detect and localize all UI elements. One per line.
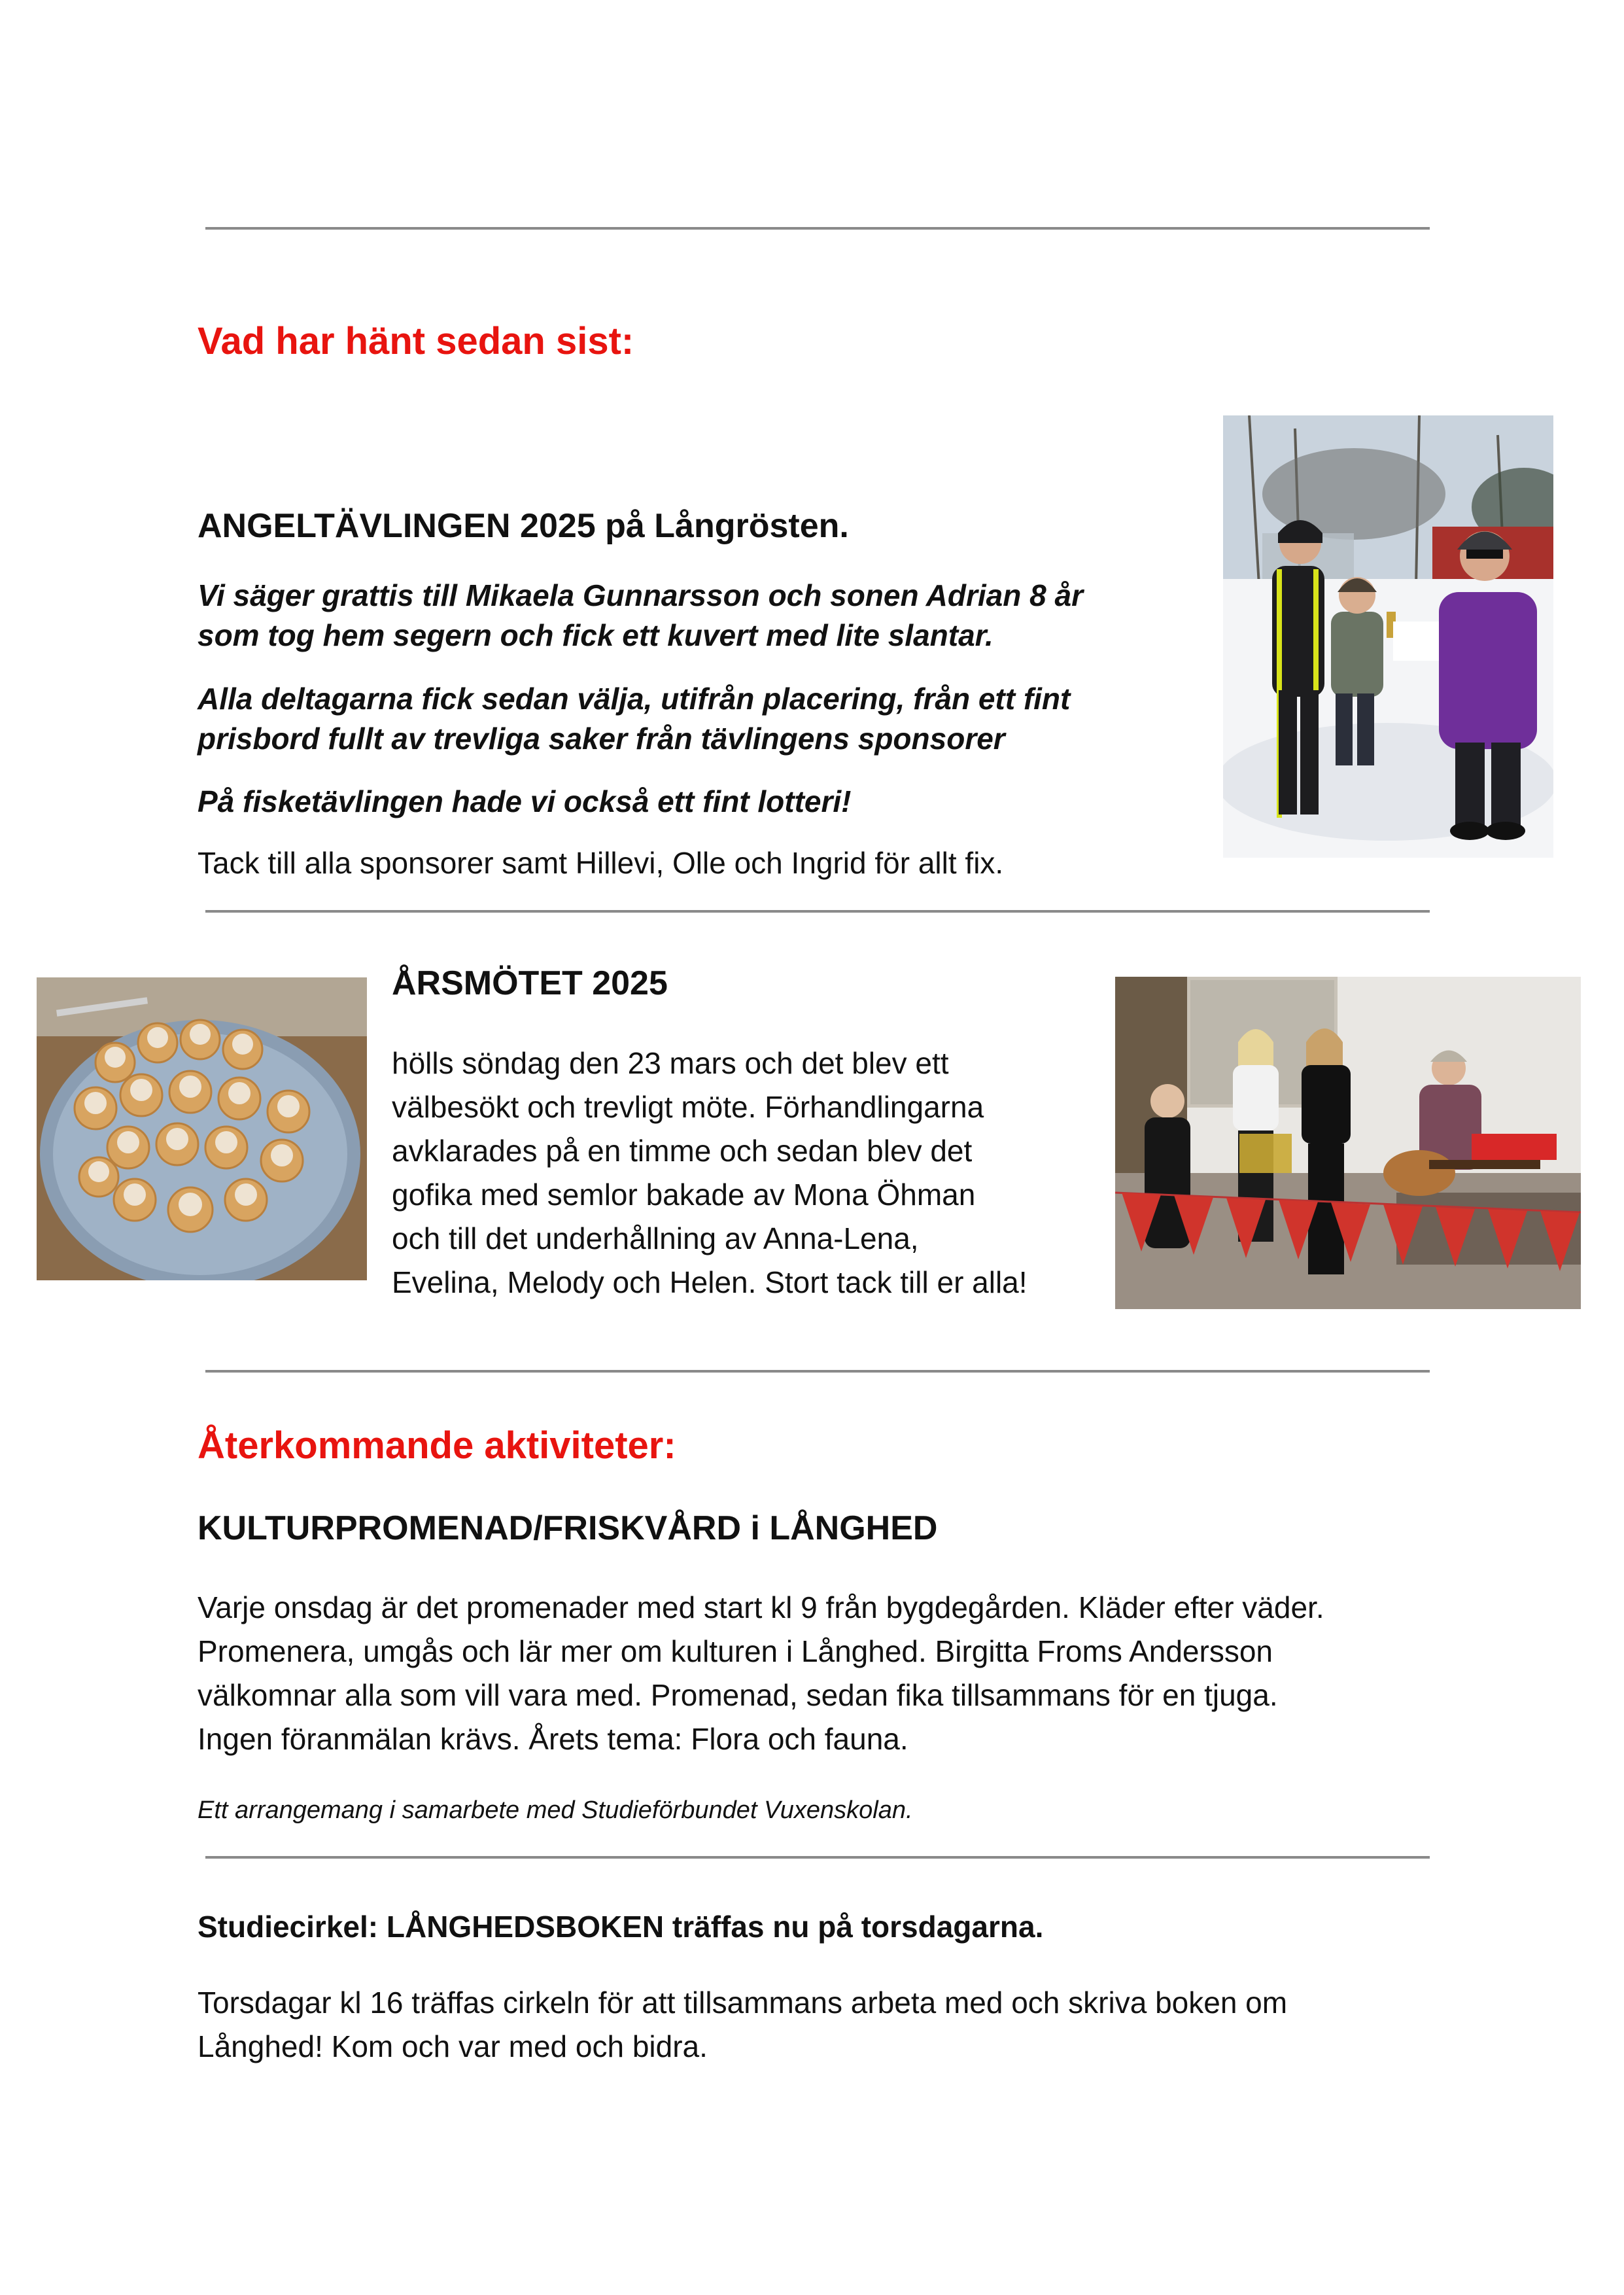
fishing-p2-line2: prisbord fullt av trevliga saker från tävlingens sponsorer bbox=[198, 722, 1005, 756]
culture-walk-title: KULTURPROMENAD/FRISKVÅRD i LÅNGHED bbox=[198, 1509, 938, 1547]
annual-meeting-line: och till det underhållning av Anna-Lena, bbox=[392, 1221, 919, 1255]
study-circle-title: Studiecirkel: LÅNGHEDSBOKEN träffas nu på torsdagarna. bbox=[198, 1910, 1044, 1944]
section-heading-recurring: Återkommande aktiviteter: bbox=[198, 1424, 676, 1467]
culture-walk-line: Promenera, umgås och lär mer om kulturen i Långhed. Birgitta Froms Andersson bbox=[198, 1634, 1273, 1668]
divider-after-annual-meeting bbox=[205, 1370, 1430, 1373]
semlor-plate-photo bbox=[37, 977, 367, 1280]
divider-top bbox=[205, 227, 1430, 230]
annual-meeting-line: Evelina, Melody och Helen. Stort tack till er alla! bbox=[392, 1265, 1028, 1299]
study-circle-paragraph bbox=[198, 1981, 1287, 2069]
fishing-p2-line1: Alla deltagarna fick sedan välja, utifrån placering, från ett fint bbox=[198, 682, 1071, 716]
study-circle-line2: Långhed! Kom och var med och bidra. bbox=[198, 2029, 708, 2063]
fishing-paragraph-3: På fisketävlingen hade vi också ett fint lotteri! bbox=[198, 784, 852, 818]
culture-walk-note: Ett arrangemang i samarbete med Studieförbundet Vuxenskolan. bbox=[198, 1796, 913, 1824]
fishing-paragraph-2 bbox=[198, 679, 1070, 759]
culture-walk-line: Varje onsdag är det promenader med start kl 9 från bygdegården. Kläder efter väder. bbox=[198, 1590, 1324, 1624]
culture-walk-line: välkomnar alla som vill vara med. Promenad, sedan fika tillsammans för en tjuga. bbox=[198, 1678, 1278, 1712]
annual-meeting-line: avklarades på en timme och sedan blev det bbox=[392, 1134, 973, 1168]
fishing-title: ANGELTÄVLINGEN 2025 på Långrösten. bbox=[198, 507, 849, 545]
annual-meeting-line: välbesökt och trevligt möte. Förhandlingarna bbox=[392, 1090, 984, 1124]
annual-meeting-paragraph bbox=[392, 1042, 1028, 1305]
fishing-winners-photo bbox=[1223, 415, 1553, 858]
culture-walk-paragraph bbox=[198, 1586, 1324, 1761]
study-circle-line1: Torsdagar kl 16 träffas cirkeln för att tillsammans arbeta med och skriva boken om bbox=[198, 1986, 1288, 2020]
annual-meeting-line: hölls söndag den 23 mars och det blev ett bbox=[392, 1046, 949, 1080]
section-heading-since-last: Vad har hänt sedan sist: bbox=[198, 320, 634, 362]
divider-after-recurring bbox=[205, 1856, 1430, 1859]
annual-meeting-line: gofika med semlor bakade av Mona Öhman bbox=[392, 1178, 976, 1212]
divider-after-fishing bbox=[205, 910, 1430, 913]
annual-meeting-title: ÅRSMÖTET 2025 bbox=[392, 964, 668, 1002]
fishing-p1-line2: som tog hem segern och fick ett kuvert med lite slantar. bbox=[198, 618, 993, 652]
fishing-paragraph-4: Tack till alla sponsorer samt Hillevi, Olle och Ingrid för allt fix. bbox=[198, 846, 1004, 880]
fishing-paragraph-1 bbox=[198, 576, 1083, 656]
entertainment-photo bbox=[1115, 977, 1581, 1309]
fishing-p1-line1: Vi säger grattis till Mikaela Gunnarsson och sonen Adrian 8 år bbox=[198, 578, 1083, 612]
culture-walk-line: Ingen föranmälan krävs. Årets tema: Flora och fauna. bbox=[198, 1722, 908, 1756]
